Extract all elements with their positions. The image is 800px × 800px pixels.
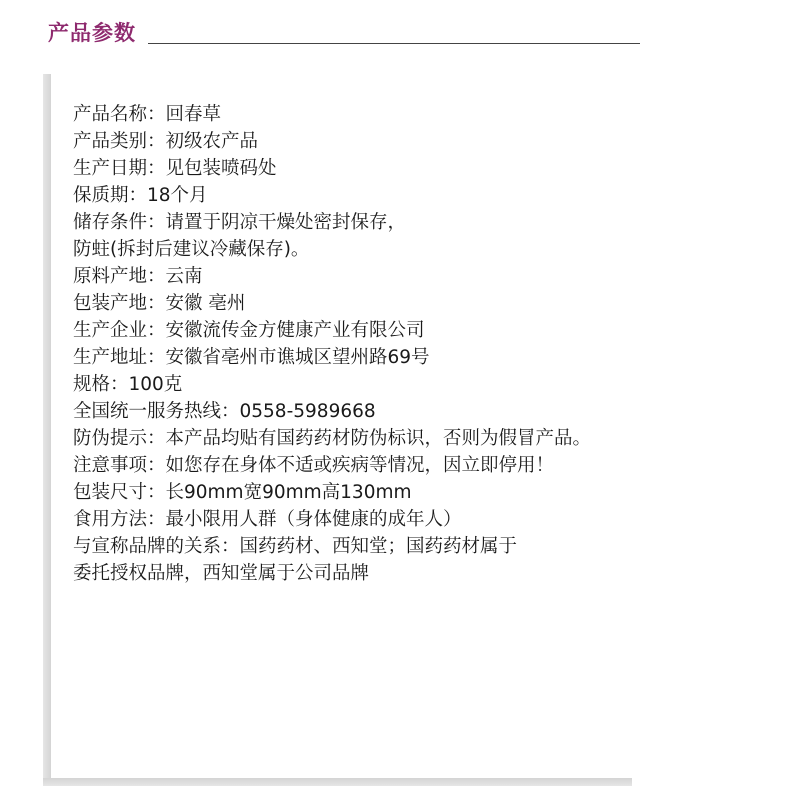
param-service-hotline: 全国统一服务热线：0558-5989668 (73, 401, 376, 422)
param-production-address: 生产地址：安徽省亳州市谯城区望州路69号 (73, 347, 430, 368)
title-underline (148, 43, 640, 44)
param-product-category: 产品类别：初级农产品 (73, 131, 259, 152)
param-packaging-origin: 包装产地：安徽 亳州 (73, 293, 246, 314)
section-header (48, 18, 640, 48)
param-brand-relation: 与宣称品牌的关系：国药药材、西知堂；国药药材属于 (73, 536, 518, 557)
card-shadow-left (43, 74, 51, 786)
param-specification: 规格：100克 (73, 374, 183, 395)
card-shadow-bottom (43, 778, 632, 786)
param-usage: 食用方法：最小限用人群（身体健康的成年人） (73, 509, 462, 530)
param-raw-material-origin: 原料产地：云南 (73, 266, 203, 287)
param-production-date: 生产日期：见包装喷码处 (73, 158, 277, 179)
param-package-dimensions: 包装尺寸：长90mm宽90mm高130mm (73, 482, 412, 503)
param-product-name: 产品名称：回春草 (73, 104, 222, 125)
product-parameters-list (73, 101, 591, 587)
param-manufacturer: 生产企业：安徽流传金方健康产业有限公司 (73, 320, 425, 341)
param-storage-conditions-continued: 防蛀(拆封后建议冷藏保存)。 (73, 239, 310, 260)
param-shelf-life: 保质期：18个月 (73, 185, 208, 206)
param-storage-conditions: 储存条件：请置于阴凉干燥处密封保存， (73, 212, 407, 233)
param-precautions: 注意事项：如您存在身体不适或疾病等情况，因立即停用！ (73, 455, 555, 476)
param-brand-relation-continued: 委托授权品牌，西知堂属于公司品牌 (73, 563, 370, 584)
section-title: 产品参数 (48, 21, 136, 45)
param-anti-counterfeit-notice: 防伪提示：本产品均贴有国药药材防伪标识，否则为假冒产品。 (73, 428, 592, 449)
